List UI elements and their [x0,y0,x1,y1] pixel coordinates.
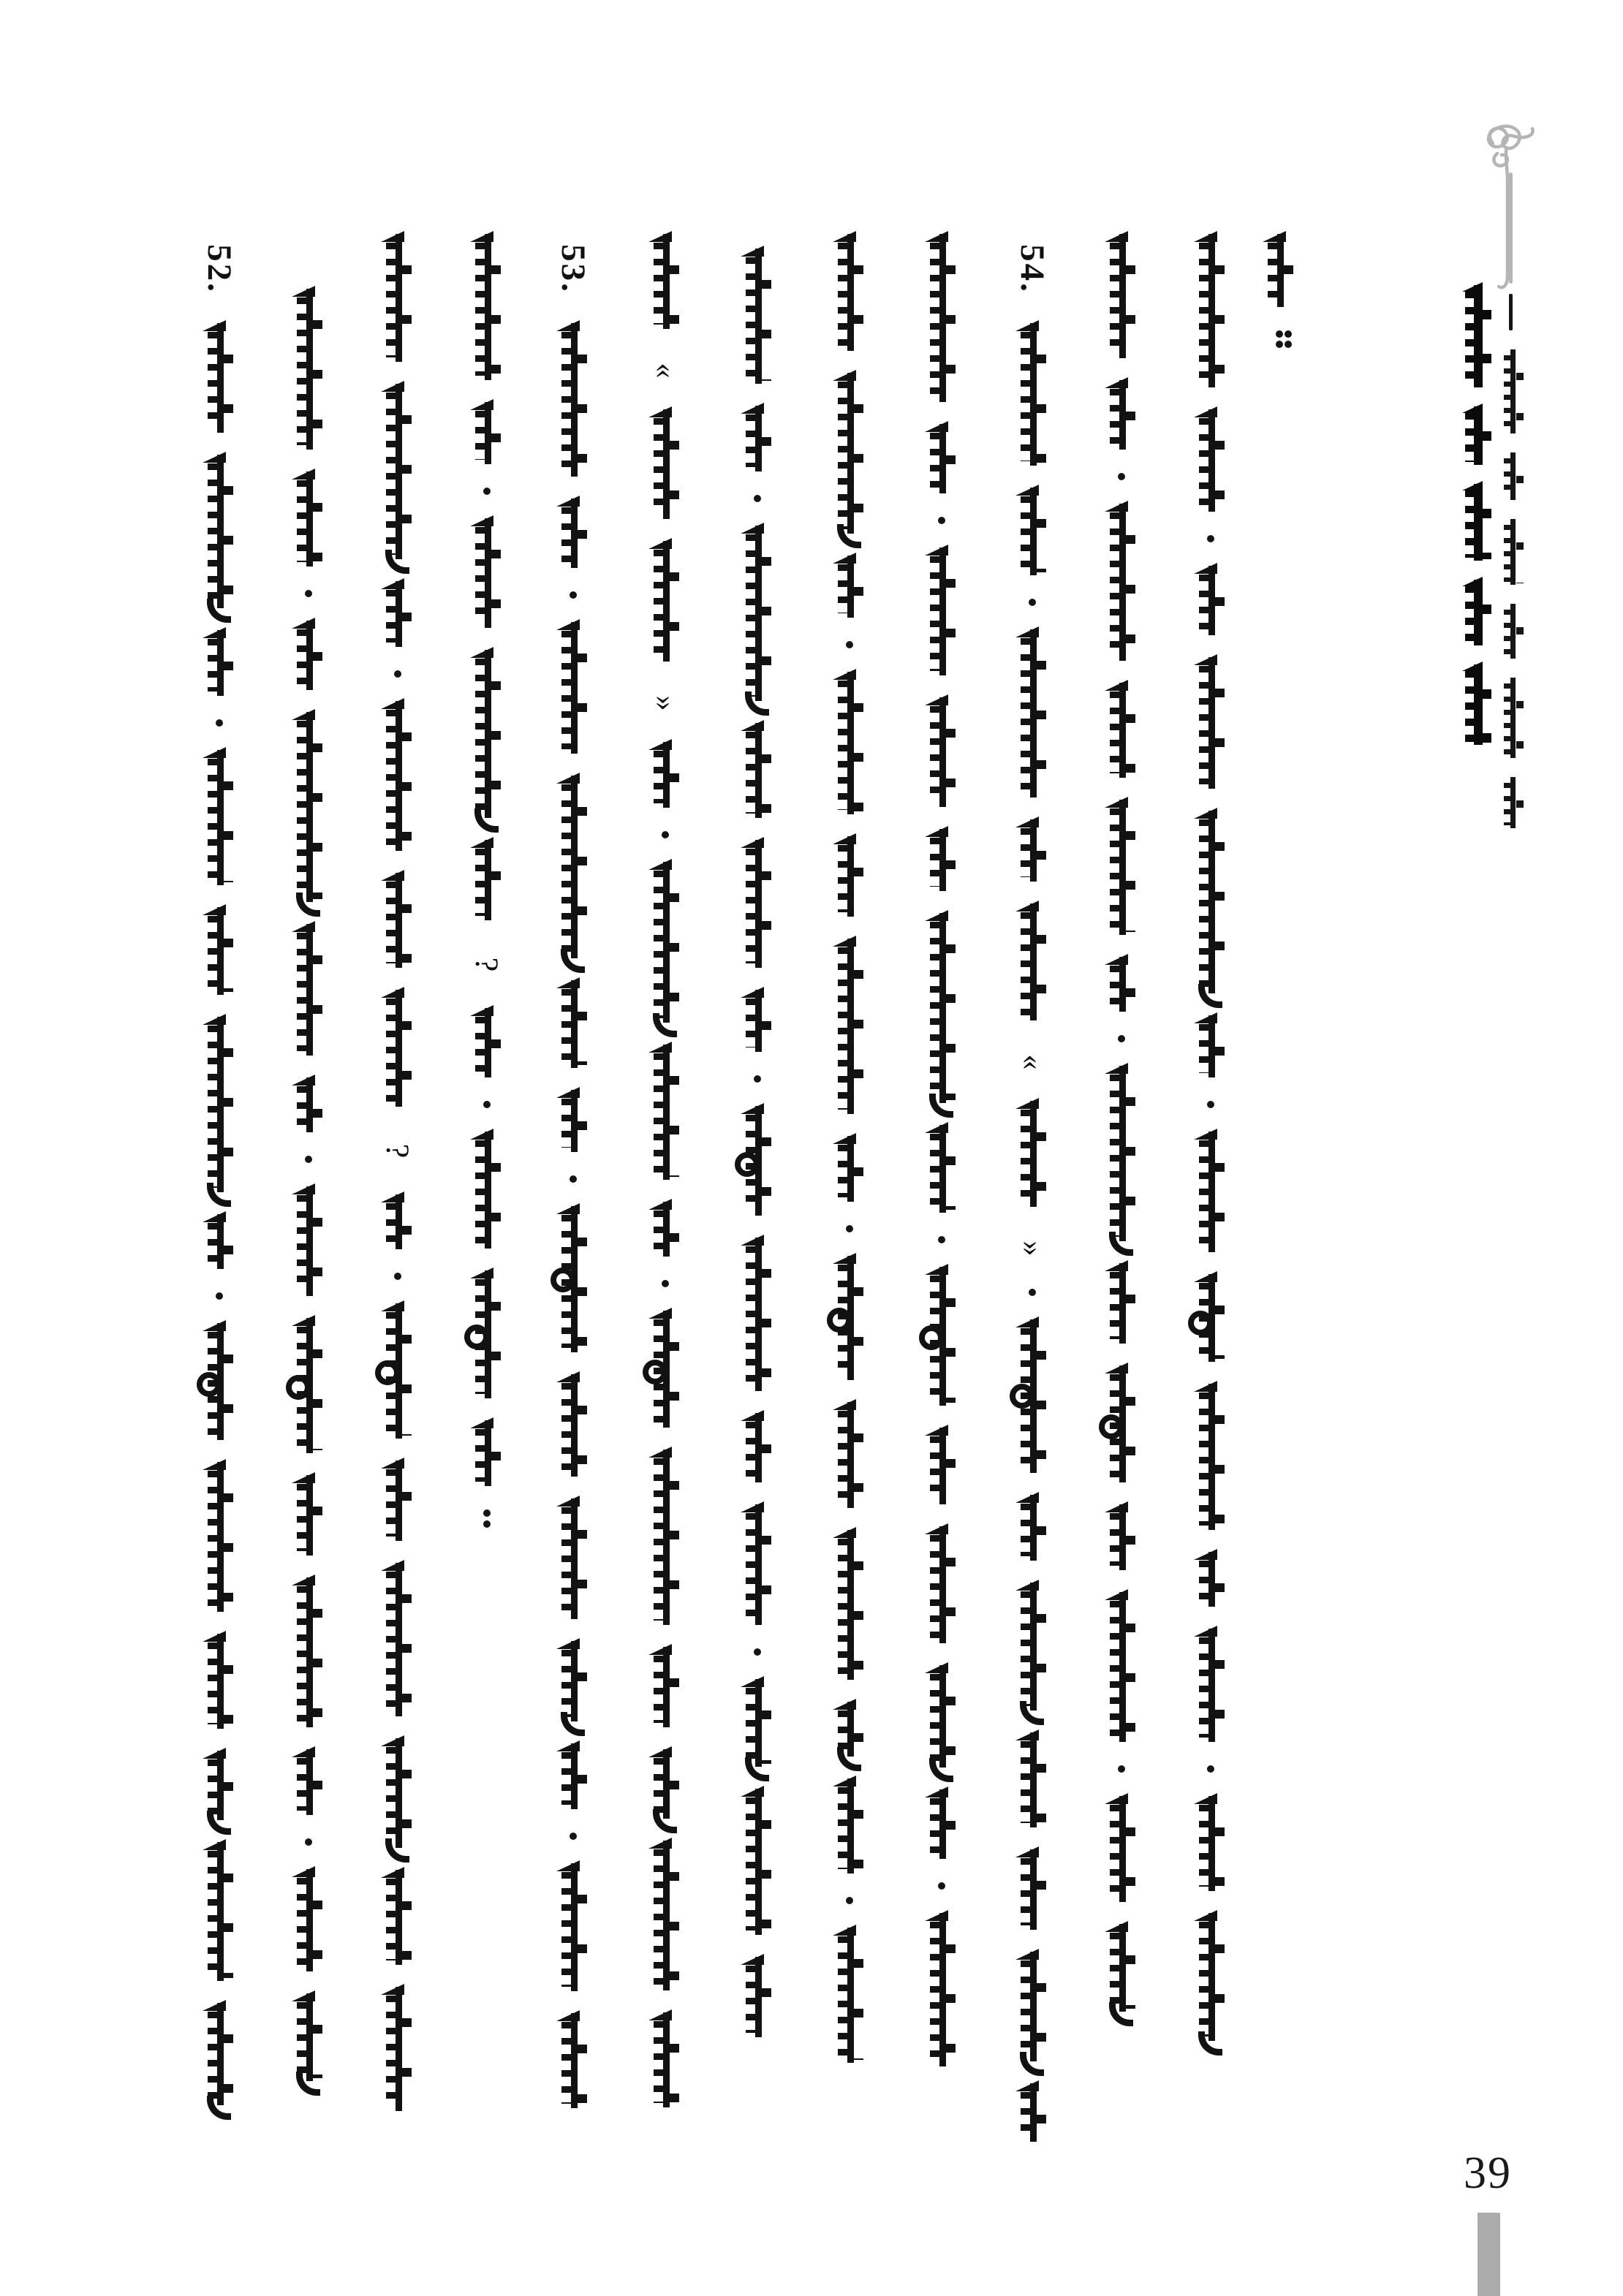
comma-mark [1207,1765,1214,1773]
script-word [644,541,686,662]
title-word [1461,406,1493,465]
script-word [198,1214,241,1269]
script-word [736,1679,779,1767]
script-word [552,1090,594,1152]
script-word [1011,323,1053,466]
script-word [287,1577,330,1727]
running-title-secondary [1500,349,1525,847]
item-number: 53. [554,244,592,294]
script-word [736,249,779,384]
script-word [644,234,686,329]
script-word [644,1202,686,1257]
script-word [644,1647,686,1727]
script-word [920,234,963,402]
script-word [920,1125,963,1213]
script-word [828,1136,871,1202]
quote-close-mark: » [1015,1240,1049,1257]
comma-mark [216,719,223,727]
script-word [736,1413,779,1482]
script-word [198,1842,241,1981]
title-word [1461,580,1493,645]
text-column-6 [642,234,689,2129]
comma-mark [846,641,853,648]
script-word [828,1402,871,1508]
comma-mark [754,1075,761,1083]
script-word [920,697,963,807]
script-word [1011,819,1053,882]
comma-mark [1118,1035,1125,1042]
script-word [198,323,241,433]
script-word [552,1743,594,1809]
script-word [1100,1592,1143,1742]
script-word [1011,1583,1053,1710]
script-word [287,1749,330,1815]
quote-open-mark: « [1015,1054,1049,1070]
colon-mark [1276,330,1283,338]
script-word [552,776,594,958]
title-word [1500,349,1525,433]
text-column-11 [1098,234,1145,2034]
script-word [377,1194,419,1249]
script-word [377,1738,419,1848]
text-column-5 [550,234,597,2130]
script-word [287,1993,330,2081]
comma-mark [570,1175,577,1183]
comma-mark [394,1273,401,1280]
script-word [644,1045,686,1180]
comma-mark [216,1292,223,1300]
script-word [198,2003,241,2105]
script-word [287,924,330,1056]
script-word [377,990,419,1107]
script-word [920,1526,963,1643]
script-word [1189,1015,1232,1077]
script-word [920,1789,963,1859]
script-word [198,455,241,608]
script-word [1100,380,1143,450]
text-column-9 [918,234,965,2088]
script-word [287,289,330,450]
script-word [377,581,419,647]
script-word [466,650,508,818]
comma-mark [1207,1101,1214,1108]
script-word [828,1928,871,2063]
comma-mark [1207,535,1214,542]
script-word [198,1751,241,1820]
script-word [552,622,594,754]
comma-mark [1029,1289,1036,1296]
header-dash [1509,294,1513,330]
comma-mark [483,1101,491,1108]
script-word [552,1863,594,1991]
script-word [1011,1732,1053,1827]
text-column-4 [464,234,510,1550]
script-word [198,1634,241,1729]
comma-mark [662,1280,669,1287]
title-word [1500,519,1525,585]
script-word [552,323,594,477]
script-word [1100,1796,1143,1902]
script-word [1189,234,1232,387]
comma-mark [754,1648,761,1656]
script-word [1100,800,1143,935]
script-word [1189,1913,1232,2041]
script-word [736,990,779,1052]
script-word [1011,903,1053,1020]
script-word [466,1420,508,1486]
script-word [377,701,419,851]
script-word [1189,1274,1232,1362]
script-word [198,1323,241,1440]
quote-close-mark: » [648,695,682,711]
script-word [1189,811,1232,993]
comma-mark [305,1156,312,1163]
title-word [1461,484,1493,561]
script-word [644,1311,686,1428]
script-word [1189,566,1232,635]
script-word [552,1641,594,1721]
script-word [287,1077,330,1132]
text-column-13 [1256,234,1303,371]
script-word [1100,957,1143,1012]
header-rule [1509,173,1513,284]
script-word [736,1238,779,1391]
script-word [1100,504,1143,661]
comma-mark [846,1225,853,1232]
script-word [736,1957,779,2037]
script-word [1100,1066,1143,1241]
script-word [1100,1263,1143,1344]
script-word [1100,683,1143,778]
script-word [920,1267,963,1406]
script-word [377,384,419,559]
title-word [1461,285,1493,387]
title-word [1500,604,1525,659]
script-word [377,1303,419,1439]
comma-mark [938,1882,945,1890]
comma-mark [938,517,945,524]
script-word [736,406,779,471]
script-word [198,907,241,995]
script-word [552,1499,594,1619]
script-word [644,1749,686,1819]
script-word [828,836,871,917]
script-word [198,630,241,696]
script-word [828,556,871,618]
script-word [466,1008,508,1077]
script-word [920,548,963,675]
script-word [920,829,963,891]
script-word [552,2013,594,2108]
script-word [644,1841,686,1990]
text-column-2 [285,289,332,2103]
script-word [920,424,963,493]
script-word [466,1270,508,1398]
script-word [736,1504,779,1625]
comma-mark [305,1838,312,1846]
item-number: 52. [200,244,238,294]
script-word [287,471,330,567]
page-number: 39 [1464,2148,1512,2198]
script-word [644,409,686,519]
script-word [1011,629,1053,797]
script-word [828,1256,871,1380]
script-word [1100,1365,1143,1482]
page-edge-bar [1478,2213,1500,2296]
script-word [287,1869,330,1971]
script-word [644,742,686,808]
script-word [466,234,508,380]
comma-mark [305,590,312,597]
text-column-8 [826,234,873,2085]
script-word [1011,2083,1053,2142]
question-mark: ? [379,1143,416,1161]
item-number: 54. [1013,244,1051,294]
full-stop-mark [483,1509,491,1517]
script-word [1100,1924,1143,2012]
script-word [198,1462,241,1612]
script-word [1100,1504,1143,1570]
comma-mark [938,1236,945,1243]
script-word [377,234,419,362]
script-word [377,1563,419,1716]
comma-mark [1029,599,1036,606]
script-word [1011,1101,1053,1207]
script-word [644,2012,686,2107]
script-word [198,750,241,885]
script-word [920,1665,963,1768]
script-word [287,712,330,902]
question-mark: ? [469,957,505,974]
script-word [1011,1849,1053,1930]
script-word [552,980,594,1068]
script-word [920,1913,963,2066]
comma-mark [570,1833,577,1840]
script-word [377,1870,419,1965]
script-word [552,1206,594,1352]
script-word [1189,1629,1232,1742]
comma-mark [754,495,761,502]
comma-mark [1118,1765,1125,1773]
script-word [828,1702,871,1757]
script-word [466,402,508,464]
script-word [377,873,419,968]
script-word [1011,1952,1053,2061]
script-word [828,234,871,351]
quote-open-mark: « [648,363,682,379]
comma-mark [570,591,577,599]
text-column-10 [1009,234,1056,2164]
text-column-12 [1187,234,1234,2063]
script-word [377,1987,419,2111]
running-title-primary [1461,285,1493,764]
text-column-1 [196,234,243,2127]
script-word [1258,234,1301,307]
script-word [736,526,779,701]
script-word [287,621,330,690]
script-word [828,939,871,1114]
script-word [466,518,508,628]
script-word [552,499,594,568]
script-word [377,1460,419,1541]
title-word [1500,452,1525,500]
script-word [644,862,686,1023]
flourish-ornament-icon [1468,121,1548,297]
title-word [1500,777,1525,828]
script-word [1189,1132,1232,1252]
title-word [1500,678,1525,758]
script-word [466,1132,508,1249]
script-word [644,1450,686,1625]
script-word [287,1186,330,1296]
script-word [1189,409,1232,512]
script-word [828,373,871,534]
script-word [466,840,508,920]
script-word [1189,1552,1232,1607]
script-word [736,723,779,818]
comma-mark [394,670,401,678]
script-word [1100,234,1143,358]
comma-mark [1118,473,1125,480]
comma-mark [662,831,669,838]
script-word [828,1778,871,1873]
text-column-7 [734,249,781,2059]
script-word [736,840,779,968]
script-word [736,1106,779,1216]
script-word [1189,1384,1232,1530]
script-word [552,1374,594,1477]
comma-mark [483,488,491,495]
script-word [1189,1796,1232,1891]
script-word [920,913,963,1103]
script-word [198,1017,241,1192]
text-column-3 [374,234,421,2133]
script-word [828,672,871,814]
script-word [920,1428,963,1504]
script-word [736,1789,779,1935]
script-word [828,1530,871,1680]
title-word [1461,664,1493,745]
script-word [287,1318,330,1453]
script-word [1011,488,1053,575]
script-word [287,1475,330,1556]
script-word [1189,657,1232,789]
comma-mark [846,1897,853,1904]
script-word [1011,1319,1053,1473]
script-word [1011,1495,1053,1561]
